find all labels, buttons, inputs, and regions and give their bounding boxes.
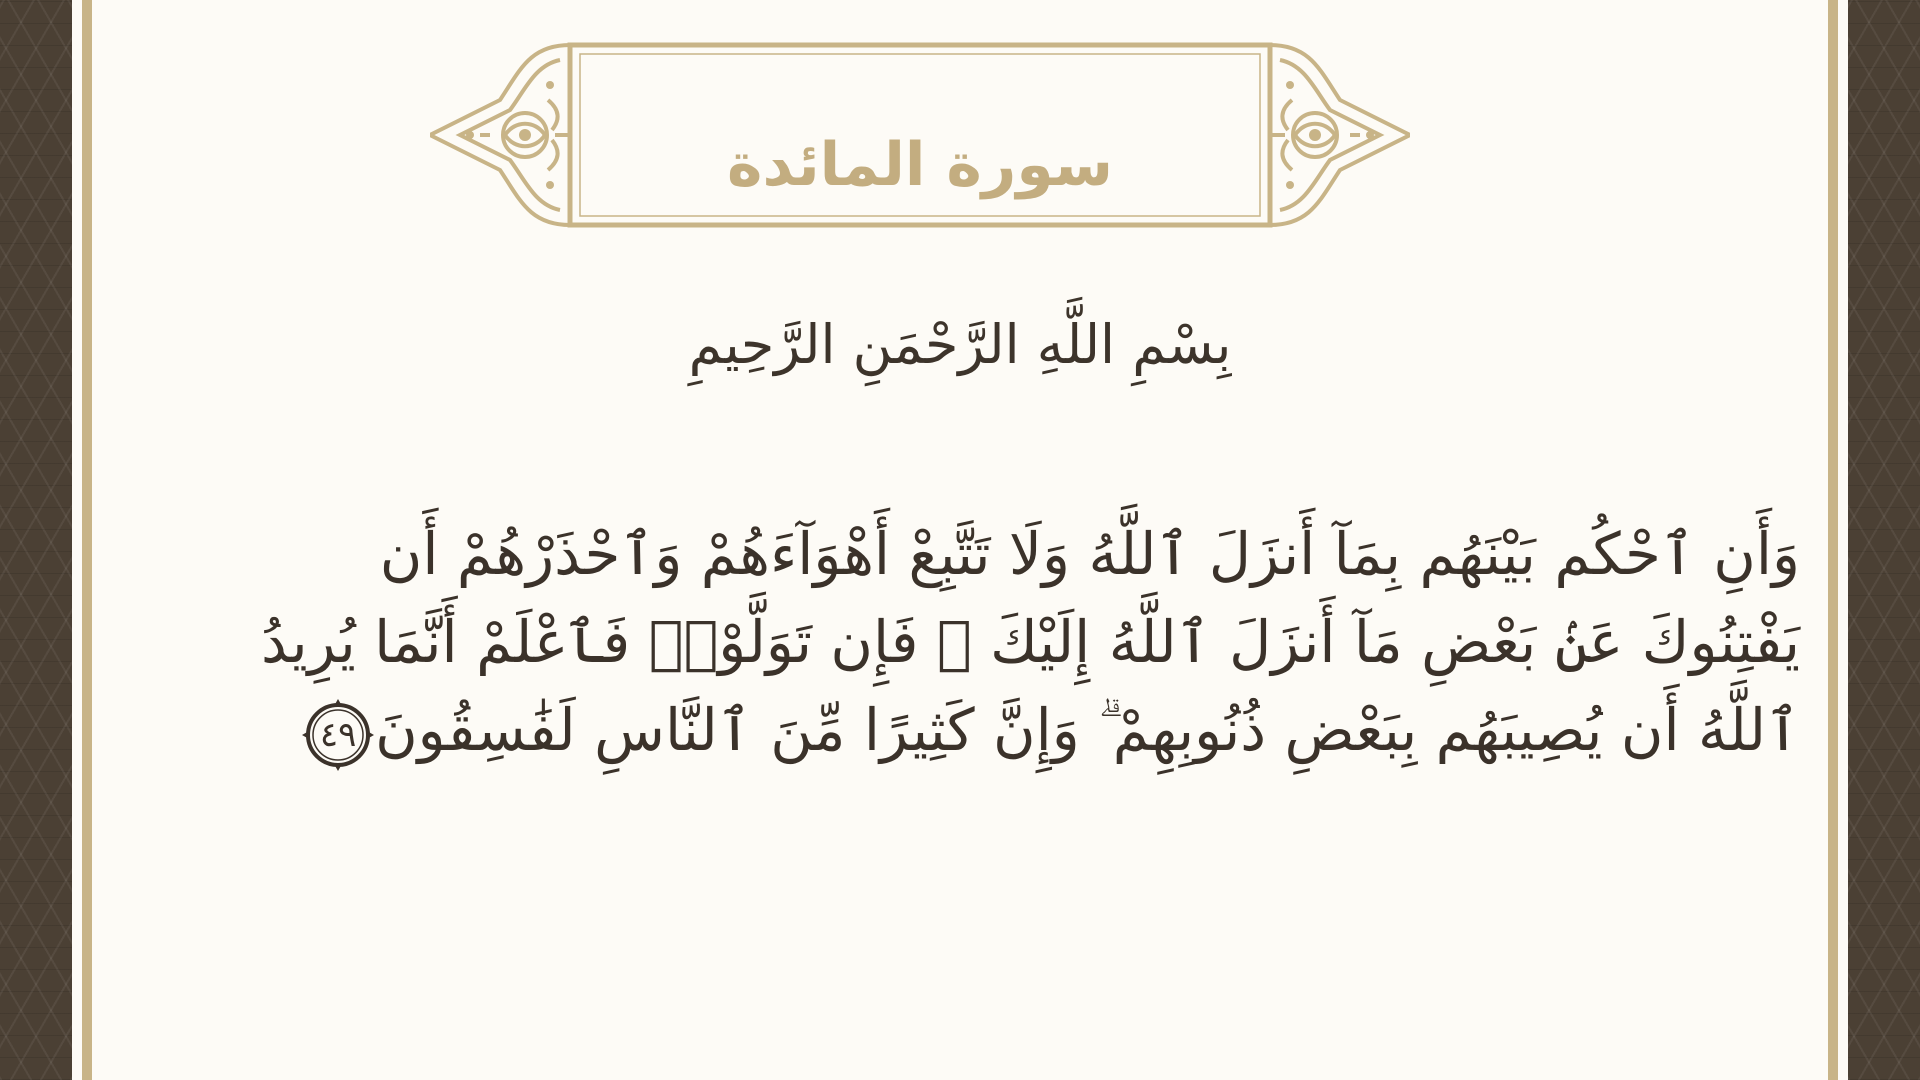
surah-header-frame (430, 40, 1410, 230)
verse-line-1: وَأَنِ ٱحْكُم بَيْنَهُم بِمَآ أَنزَلَ ٱللَّهُ وَلَا تَتَّبِعْ أَهْوَآءَهُمْ وَٱحْذَرْهُمْ أَن (379, 520, 1800, 588)
left-border-pattern (0, 0, 72, 1080)
verse-line-2: يَفْتِنُوكَ عَنۢ بَعْضِ مَآ أَنزَلَ ٱللَّهُ إِلَيْكَ ۖ فَإِن تَوَلَّوْا۟ فَٱعْلَمْ أَنَّمَا يُرِيدُ (261, 608, 1800, 676)
verse-line-3 (240, 686, 1800, 774)
right-border-pattern (1848, 0, 1920, 1080)
verse-text (240, 510, 1800, 774)
basmala: بِسْمِ اللَّهِ الرَّحْمَنِ الرَّحِيمِ (688, 313, 1232, 376)
left-gold-rule (82, 0, 92, 1080)
surah-title: سورة المائدة (727, 130, 1113, 200)
verse-line-3-text: ٱللَّهُ أَن يُصِيبَهُم بِبَعْضِ ذُنُوبِهِمْ ۗ وَإِنَّ كَثِيرًا مِّنَ ٱلنَّاسِ لَفَٰسِقُونَ (375, 696, 1800, 764)
right-gold-rule (1828, 0, 1838, 1080)
ayah-number: ٤٩ (319, 714, 357, 755)
ayah-end-marker (301, 698, 375, 772)
